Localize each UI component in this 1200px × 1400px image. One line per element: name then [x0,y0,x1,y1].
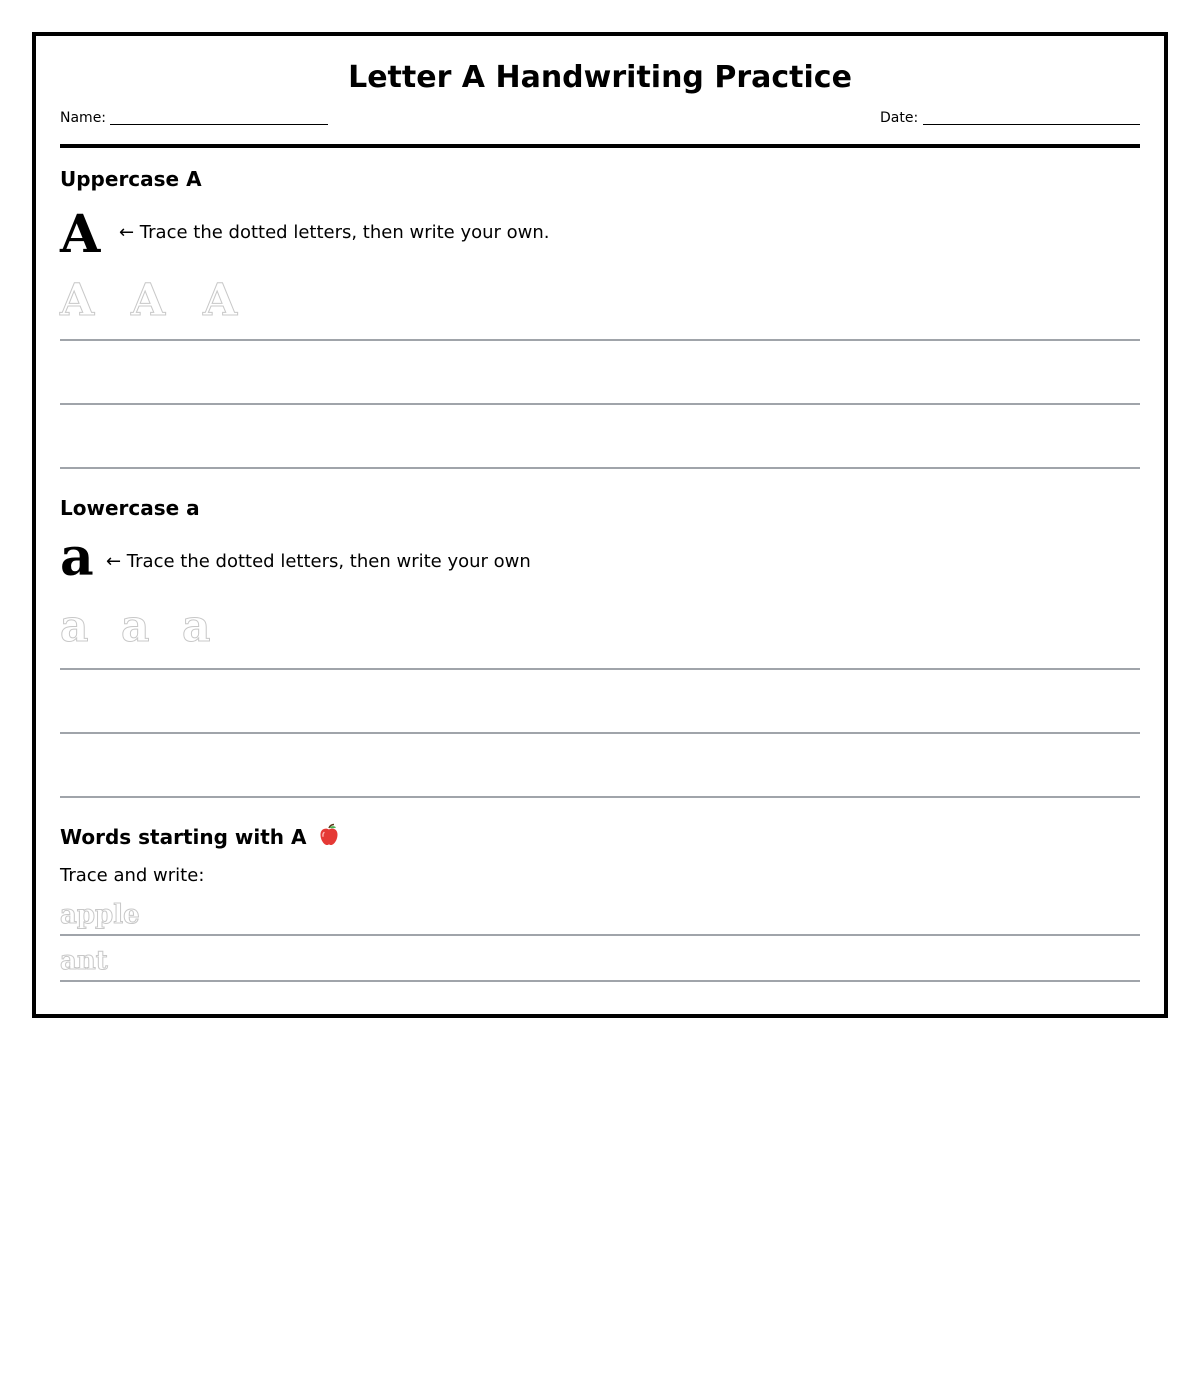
apple-icon [317,823,341,853]
date-field[interactable] [923,124,1140,125]
lowercase-writing-line[interactable] [60,732,1140,734]
uppercase-writing-line[interactable] [60,467,1140,469]
words-heading [60,823,341,853]
lowercase-trace-letter: a [182,601,211,652]
name-label: Name: [60,110,107,126]
uppercase-model-letter: A [60,204,101,265]
lowercase-trace-letter: a [60,601,89,652]
uppercase-instruction: ← Trace the dotted letters, then write your own. [119,222,550,243]
uppercase-writing-line[interactable] [60,339,1140,341]
lowercase-trace-letter: a [121,601,150,652]
date-label: Date: [880,110,919,126]
uppercase-writing-line[interactable] [60,403,1140,405]
words-heading-label: Words starting with A [60,825,307,849]
name-field[interactable] [110,124,328,125]
uppercase-trace-letter: A [203,275,238,326]
word-trace: apple [60,900,140,930]
lowercase-writing-line[interactable] [60,668,1140,670]
lowercase-instruction: ← Trace the dotted letters, then write your own [106,551,531,572]
header-divider [60,144,1140,148]
words-prompt: Trace and write: [60,865,205,886]
uppercase-heading: Uppercase A [60,167,202,191]
word-writing-line[interactable] [60,980,1140,982]
page-title: Letter A Handwriting Practice [348,60,852,95]
word-writing-line[interactable] [60,934,1140,936]
lowercase-heading: Lowercase a [60,496,200,520]
lowercase-model-letter: a [60,527,94,588]
lowercase-writing-line[interactable] [60,796,1140,798]
word-trace: ant [60,946,108,976]
uppercase-trace-letter: A [131,275,166,326]
uppercase-trace-letter: A [60,275,95,326]
